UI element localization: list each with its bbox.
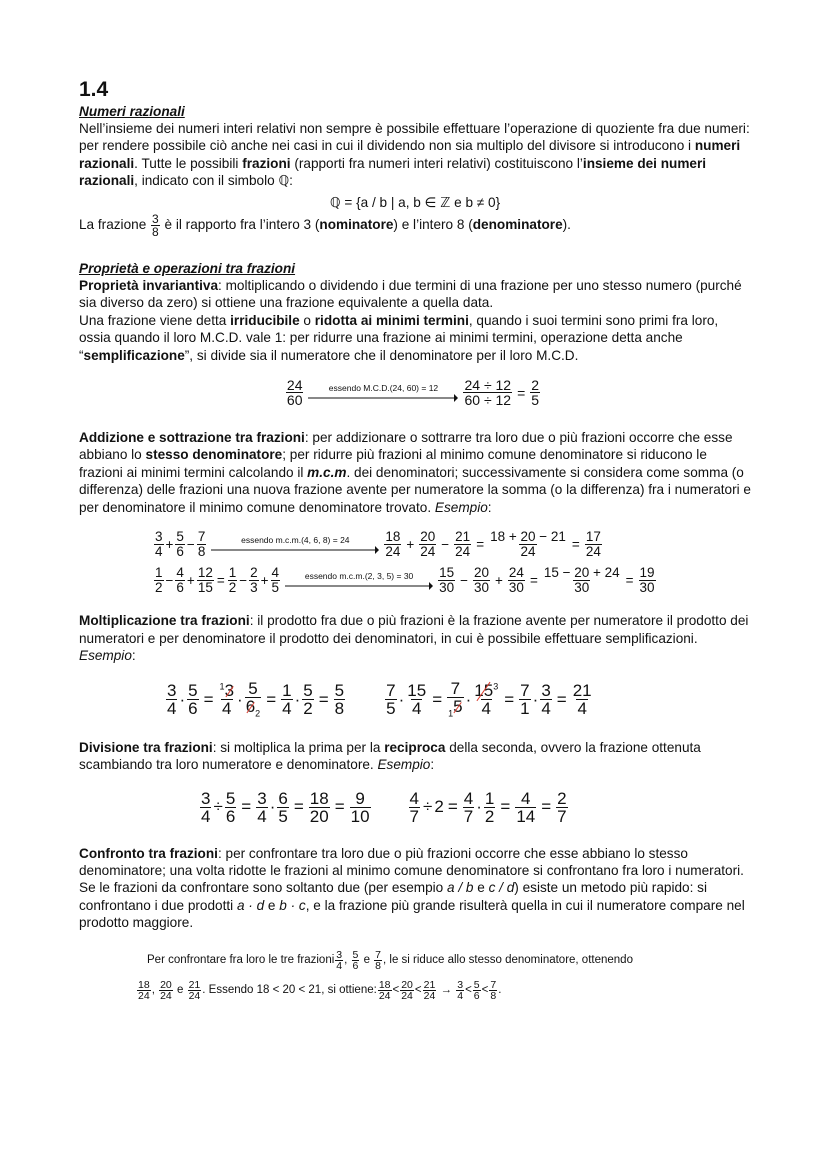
division-example: $\frac{3}{4}$ ÷ $\frac{5}{6}$ = $\frac{3}{4}$ · $\frac{6}{5}$ = $\frac{18}{20}$ = $\frac{9}{10}$ $\frac{4}{7}$ ÷ 2 = $\frac{4}{7}$ · $\frac{1}{2}$ = $\frac{4}{14}$ = $\frac{2}{7}$ [201,788,567,826]
section-number: 1.4 [79,78,109,101]
right-arrow-icon [285,582,433,590]
multiplication-paragraph: Moltiplicazione tra frazioni: il prodotto fra due o più frazioni è la frazione avente per numeratore il prodotto dei numeratori e per denominatore il prodotto dei denominatori, in cui è possibile effettuare semplificazioni. Esempio: [79,613,749,663]
comparison-example-line2: $\frac{18}{24}$ , $\frac{20}{24}$ e $\frac{21}{24}$ . Essendo 18 < 20 < 21, si ottiene: $\frac{18}{24}$ < $\frac{20}{24}$ < $\frac{21}{24}$ → $\frac{3}{4}$ < $\frac{5}{6}$ < $\frac{7}{8}$ . [138,978,502,1003]
right-arrow-icon [308,394,458,402]
addition-example-1: $\frac{3}{4}$ + $\frac{5}{6}$ − $\frac{7}{8}$ essendo m.c.m.(4, 6, 8) = 24 $\frac{18}{24}$ + $\frac{20}{24}$ − $\frac{21}{24}$ = $\frac{18 + 20 - 21}{24}$ = $\frac{17}{24}$ [155,529,601,559]
addition-example-2: $\frac{1}{2}$ − $\frac{4}{6}$ + $\frac{12}{15}$ = $\frac{1}{2}$ − $\frac{2}{3}$ + $\frac{4}{5}$ essendo m.c.m.(2, 3, 5) = 30 $\frac{15}{30}$ − $\frac{20}{30}$ + $\frac{24}{30}$ = $\frac{15 - 20 + 24}{30}$ = $\frac{19}{30}$ [155,565,655,595]
right-arrow-icon [211,546,379,554]
comparison-paragraph: Confronto tra frazioni: per confrontare tra loro due o più frazioni occorre che esse abbiano lo stesso denominatore; una volta ridotte le frazioni al minimo comune denominatore si confrontano fra loro i numeratori. Se le frazioni da confrontare sono soltanto due (per esempio a / b e c / d) esiste un metodo più rapido: si confrontano i due prodotti a · d e b · c, e la frazione più grande risulterà quella in cui il numeratore compare nel prodotto maggiore. [79,845,745,931]
heading-proprieta: Proprietà e operazioni tra frazioni [79,261,296,277]
fraction-definition: La frazione $\frac{3}{8}$ è il rapporto fra l’intero 3 (nominatore) e l’intero 8 (denominatore). [79,212,571,240]
irreducible-paragraph: Una frazione viene detta irriducibile o ridotta ai minimi termini, quando i suoi termini sono primi fra loro, ossia quando il loro M.C.D. vale 1: per ridurre una frazione ai minimi termini, operazione detta anche “semplificazione”, si divide sia il numeratore che il denominatore per il loro M.C.D. [79,312,719,363]
invariant-property: Proprietà invariantiva: moltiplicando o dividendo i due termini di una frazione per uno stesso numero (purché sia diverso da zero) si ottiene una frazione equivalente a quella data. [79,278,742,311]
comparison-example-line1: Per confrontare fra loro le tre frazioni $\frac{3}{4}$ , $\frac{5}{6}$ e $\frac{7}{8}$ , le si riduce allo stesso denominatore, ottenendo [147,948,633,973]
intro-paragraph: Nell’insieme dei numeri interi relativi non sempre è possibile effettuare l’operazione di quoziente fra due numeri: per rendere possibile ciò anche nei casi in cui il dividendo non sia multiplo del divisore si introducono i numeri razionali. Tutte le possibili frazioni (rapporti fra numeri interi relativi) costituiscono l’insieme dei numeri razionali, indicato con il simbolo ℚ: [79,121,750,189]
right-arrow-icon: → [440,983,453,996]
page-content [79,78,751,1002]
division-paragraph: Divisione tra frazioni: si moltiplica la prima per la reciproca della seconda, ovvero la frazione ottenuta scambiando tra loro numeratore e denominatore. Esempio: [79,739,701,773]
arrow-mcd: essendo M.C.D.(24, 60) = 12 [308,383,458,402]
simplification-example: $\frac{24}{60}$ essendo M.C.D.(24, 60) = 12 $\frac{24 \div 12}{60 \div 12}$ = $\frac{2}{5}$ [286,377,540,409]
heading-numeri-razionali: Numeri razionali [79,104,185,119]
multiplication-example: $\frac{3}{4}$ · $\frac{5}{6}$ = $\frac{^13}{4}$ · $\frac{5}{6_2}$ = $\frac{1}{4}$ · $\frac{5}{2}$ = $\frac{5}{8}$ $\frac{7}{5}$ · $\frac{15}{4}$ = $\frac{7}{_15}$ · $\frac{15^3}{4}$ = $\frac{7}{1}$ · $\frac{3}{4}$ = $\frac{21}{4}$ [167,679,592,719]
addition-paragraph: Addizione e sottrazione tra frazioni: per addizionare o sottrarre tra loro due o più frazioni occorre che esse abbiano lo stesso denominatore; per ridurre più frazioni al minimo comune denominatore si riducono le frazioni ai minimi termini calcolando il m.c.m. dei denominatori; successivamente si considera come somma (o differenza) delle frazioni una nuova frazione avente per numeratore la somma (o la differenza) fra i numeratori e per denominatore il minimo comune denominatore trovato. Esempio: [79,430,751,515]
rationals-formula: ℚ = {a / b | a, b ∈ ℤ e b ≠ 0} [329,194,501,210]
